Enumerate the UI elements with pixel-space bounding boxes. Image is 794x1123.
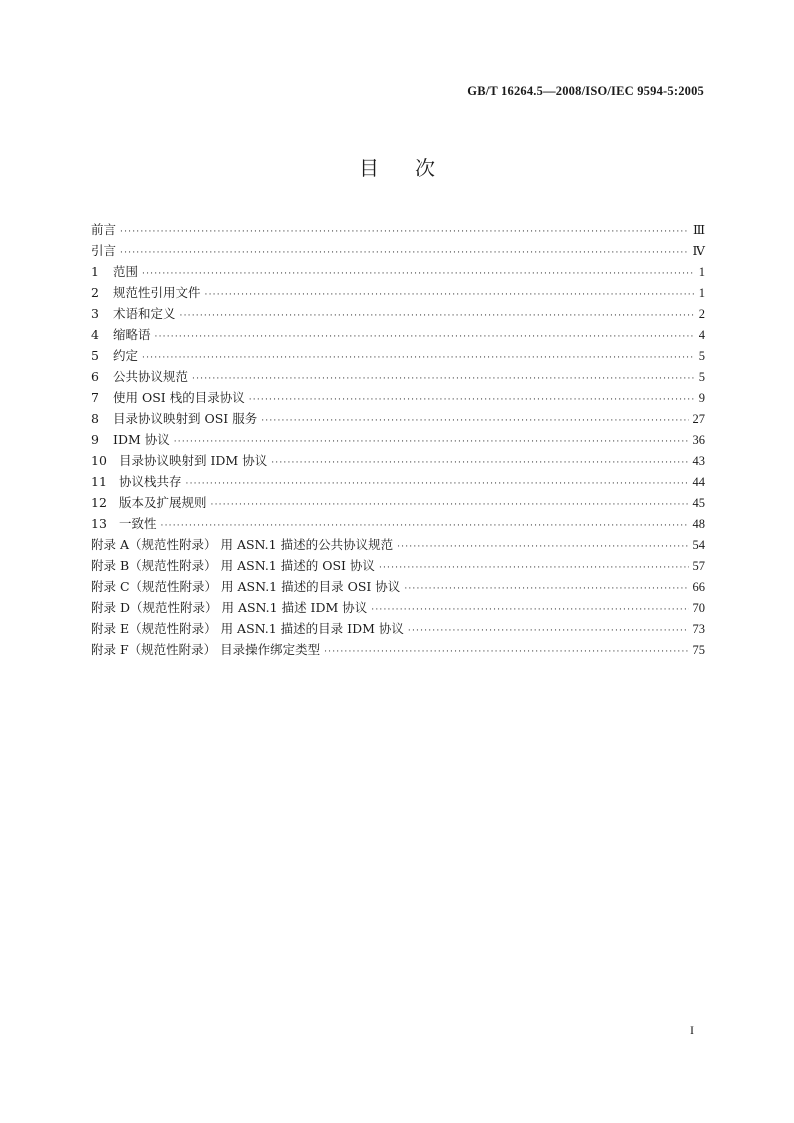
toc-entry-title: 附录 C（规范性附录） 用 ASN.1 描述的目录 OSI 协议 bbox=[91, 579, 401, 594]
toc-entry-label bbox=[91, 597, 371, 618]
toc-entry[interactable] bbox=[91, 240, 705, 261]
toc-entry-title: IDM 协议 bbox=[113, 432, 170, 447]
toc-dot-leader bbox=[261, 411, 688, 432]
toc-entry-label bbox=[91, 387, 249, 408]
toc-entry-label bbox=[91, 429, 174, 450]
toc-dot-leader bbox=[379, 558, 689, 579]
toc-entry-title: 附录 D（规范性附录） 用 ASN.1 描述 IDM 协议 bbox=[91, 600, 368, 615]
toc-entry[interactable] bbox=[91, 261, 705, 282]
toc-entry-label bbox=[91, 618, 408, 639]
toc-entry-page: 5 bbox=[698, 349, 705, 363]
toc-entry-label bbox=[91, 324, 155, 345]
toc-entry-number: 6 bbox=[91, 369, 99, 384]
toc-entry[interactable] bbox=[91, 471, 705, 492]
toc-dot-leader bbox=[186, 474, 689, 495]
toc-dot-leader bbox=[120, 222, 689, 243]
toc-dot-leader bbox=[397, 537, 688, 558]
toc-entry-label bbox=[91, 366, 192, 387]
toc-dot-leader bbox=[404, 579, 688, 600]
toc-entry-label bbox=[91, 219, 120, 240]
toc-entry-page: 44 bbox=[692, 475, 705, 489]
toc-entry-page: 4 bbox=[698, 328, 705, 342]
toc-entry-page: 75 bbox=[692, 643, 705, 657]
toc-entry-title: 公共协议规范 bbox=[113, 369, 189, 384]
toc-entry-label bbox=[91, 282, 205, 303]
toc-entry-page: 1 bbox=[698, 286, 705, 300]
toc-entry[interactable] bbox=[91, 387, 705, 408]
toc-entry-number: 7 bbox=[91, 390, 99, 405]
toc-entry-number: 3 bbox=[91, 306, 99, 321]
toc-entry-label bbox=[91, 261, 142, 282]
toc-entry-page: Ⅲ bbox=[692, 223, 705, 237]
toc-entry-page: 66 bbox=[692, 580, 705, 594]
toc-entry-page: 45 bbox=[692, 496, 705, 510]
toc-entry-page: 36 bbox=[692, 433, 705, 447]
toc-entry-number: 2 bbox=[91, 285, 99, 300]
toc-entry-title: 术语和定义 bbox=[113, 306, 176, 321]
toc-entry-number: 5 bbox=[91, 348, 99, 363]
toc-entry-title: 附录 B（规范性附录） 用 ASN.1 描述的 OSI 协议 bbox=[91, 558, 375, 573]
toc-entry-title: 协议栈共存 bbox=[119, 474, 182, 489]
toc-entry[interactable] bbox=[91, 303, 705, 324]
toc-entry-title: 附录 E（规范性附录） 用 ASN.1 描述的目录 IDM 协议 bbox=[91, 621, 404, 636]
toc-entry-title: 使用 OSI 栈的目录协议 bbox=[113, 390, 245, 405]
toc-dot-leader bbox=[205, 285, 695, 306]
toc-entry[interactable] bbox=[91, 576, 705, 597]
toc-entry[interactable] bbox=[91, 408, 705, 429]
toc-entry-label bbox=[91, 240, 120, 261]
toc-entry[interactable] bbox=[91, 597, 705, 618]
toc-entry-number: 4 bbox=[91, 327, 99, 342]
toc-entry-page: 54 bbox=[692, 538, 705, 552]
toc-dot-leader bbox=[155, 327, 695, 348]
page-number: I bbox=[690, 1023, 694, 1037]
toc-entry-title: 约定 bbox=[113, 348, 139, 363]
toc-entry[interactable] bbox=[91, 639, 705, 660]
toc-entry-page: 48 bbox=[692, 517, 705, 531]
toc-dot-leader bbox=[142, 264, 695, 285]
toc-entry-label bbox=[91, 576, 404, 597]
toc-entry[interactable] bbox=[91, 450, 705, 471]
toc-entry-label bbox=[91, 345, 142, 366]
toc-entry[interactable] bbox=[91, 534, 705, 555]
toc-entry-title: 引言 bbox=[91, 243, 117, 258]
toc-entry-title: 目录协议映射到 IDM 协议 bbox=[119, 453, 268, 468]
toc-entry[interactable] bbox=[91, 324, 705, 345]
toc-entry-page: 5 bbox=[698, 370, 705, 384]
toc-entry-title: 缩略语 bbox=[113, 327, 151, 342]
standard-identifier: GB/T 16264.5—2008/ISO/IEC 9594-5:2005 bbox=[467, 84, 704, 98]
toc-entry[interactable] bbox=[91, 513, 705, 534]
toc-entry-number: 9 bbox=[91, 432, 99, 447]
toc-entry[interactable] bbox=[91, 555, 705, 576]
toc-dot-leader bbox=[192, 369, 695, 390]
toc-entry[interactable] bbox=[91, 366, 705, 387]
toc-entry-page: 70 bbox=[692, 601, 705, 615]
toc-entry-number: 8 bbox=[91, 411, 99, 426]
toc-entry-title: 附录 A（规范性附录） 用 ASN.1 描述的公共协议规范 bbox=[91, 537, 394, 552]
toc-dot-leader bbox=[180, 306, 695, 327]
toc-entry-label bbox=[91, 513, 161, 534]
toc-entry-label bbox=[91, 534, 397, 555]
toc-entry-page: 1 bbox=[698, 265, 705, 279]
toc-entry-page: 27 bbox=[692, 412, 705, 426]
toc-dot-leader bbox=[271, 453, 688, 474]
toc-entry-label bbox=[91, 639, 324, 660]
toc-dot-leader bbox=[249, 390, 695, 411]
toc-entry[interactable] bbox=[91, 345, 705, 366]
toc-entry-page: Ⅳ bbox=[692, 244, 705, 258]
toc-entry[interactable] bbox=[91, 492, 705, 513]
toc-entry-page: 43 bbox=[692, 454, 705, 468]
toc-entry-title: 规范性引用文件 bbox=[113, 285, 201, 300]
toc-entry-title: 一致性 bbox=[119, 516, 157, 531]
toc-entry-title: 范围 bbox=[113, 264, 139, 279]
toc-entry-label bbox=[91, 303, 180, 324]
toc-entry-page: 57 bbox=[692, 559, 705, 573]
table-of-contents bbox=[91, 219, 705, 660]
toc-entry[interactable] bbox=[91, 618, 705, 639]
toc-dot-leader bbox=[408, 621, 689, 642]
toc-entry-page: 73 bbox=[692, 622, 705, 636]
toc-entry-label bbox=[91, 408, 261, 429]
page-title: 目次 bbox=[359, 156, 471, 180]
toc-entry-label bbox=[91, 450, 271, 471]
toc-entry[interactable] bbox=[91, 429, 705, 450]
toc-entry-label bbox=[91, 492, 211, 513]
toc-entry-page: 9 bbox=[698, 391, 705, 405]
toc-entry-title: 目录协议映射到 OSI 服务 bbox=[113, 411, 258, 426]
toc-entry[interactable] bbox=[91, 219, 705, 240]
toc-entry-title: 前言 bbox=[91, 222, 117, 237]
toc-dot-leader bbox=[324, 642, 688, 663]
toc-entry-label bbox=[91, 471, 186, 492]
toc-entry-number: 11 bbox=[91, 474, 107, 489]
toc-entry-title: 版本及扩展规则 bbox=[119, 495, 207, 510]
toc-entry-label bbox=[91, 555, 379, 576]
toc-dot-leader bbox=[120, 243, 688, 264]
toc-entry-number: 1 bbox=[91, 264, 99, 279]
toc-entry-title: 附录 F（规范性附录） 目录操作绑定类型 bbox=[91, 642, 321, 657]
toc-entry[interactable] bbox=[91, 282, 705, 303]
toc-dot-leader bbox=[371, 600, 688, 621]
toc-entry-number: 10 bbox=[91, 453, 107, 468]
toc-dot-leader bbox=[142, 348, 695, 369]
toc-entry-number: 13 bbox=[91, 516, 107, 531]
toc-dot-leader bbox=[211, 495, 689, 516]
toc-entry-number: 12 bbox=[91, 495, 107, 510]
toc-entry-page: 2 bbox=[698, 307, 705, 321]
